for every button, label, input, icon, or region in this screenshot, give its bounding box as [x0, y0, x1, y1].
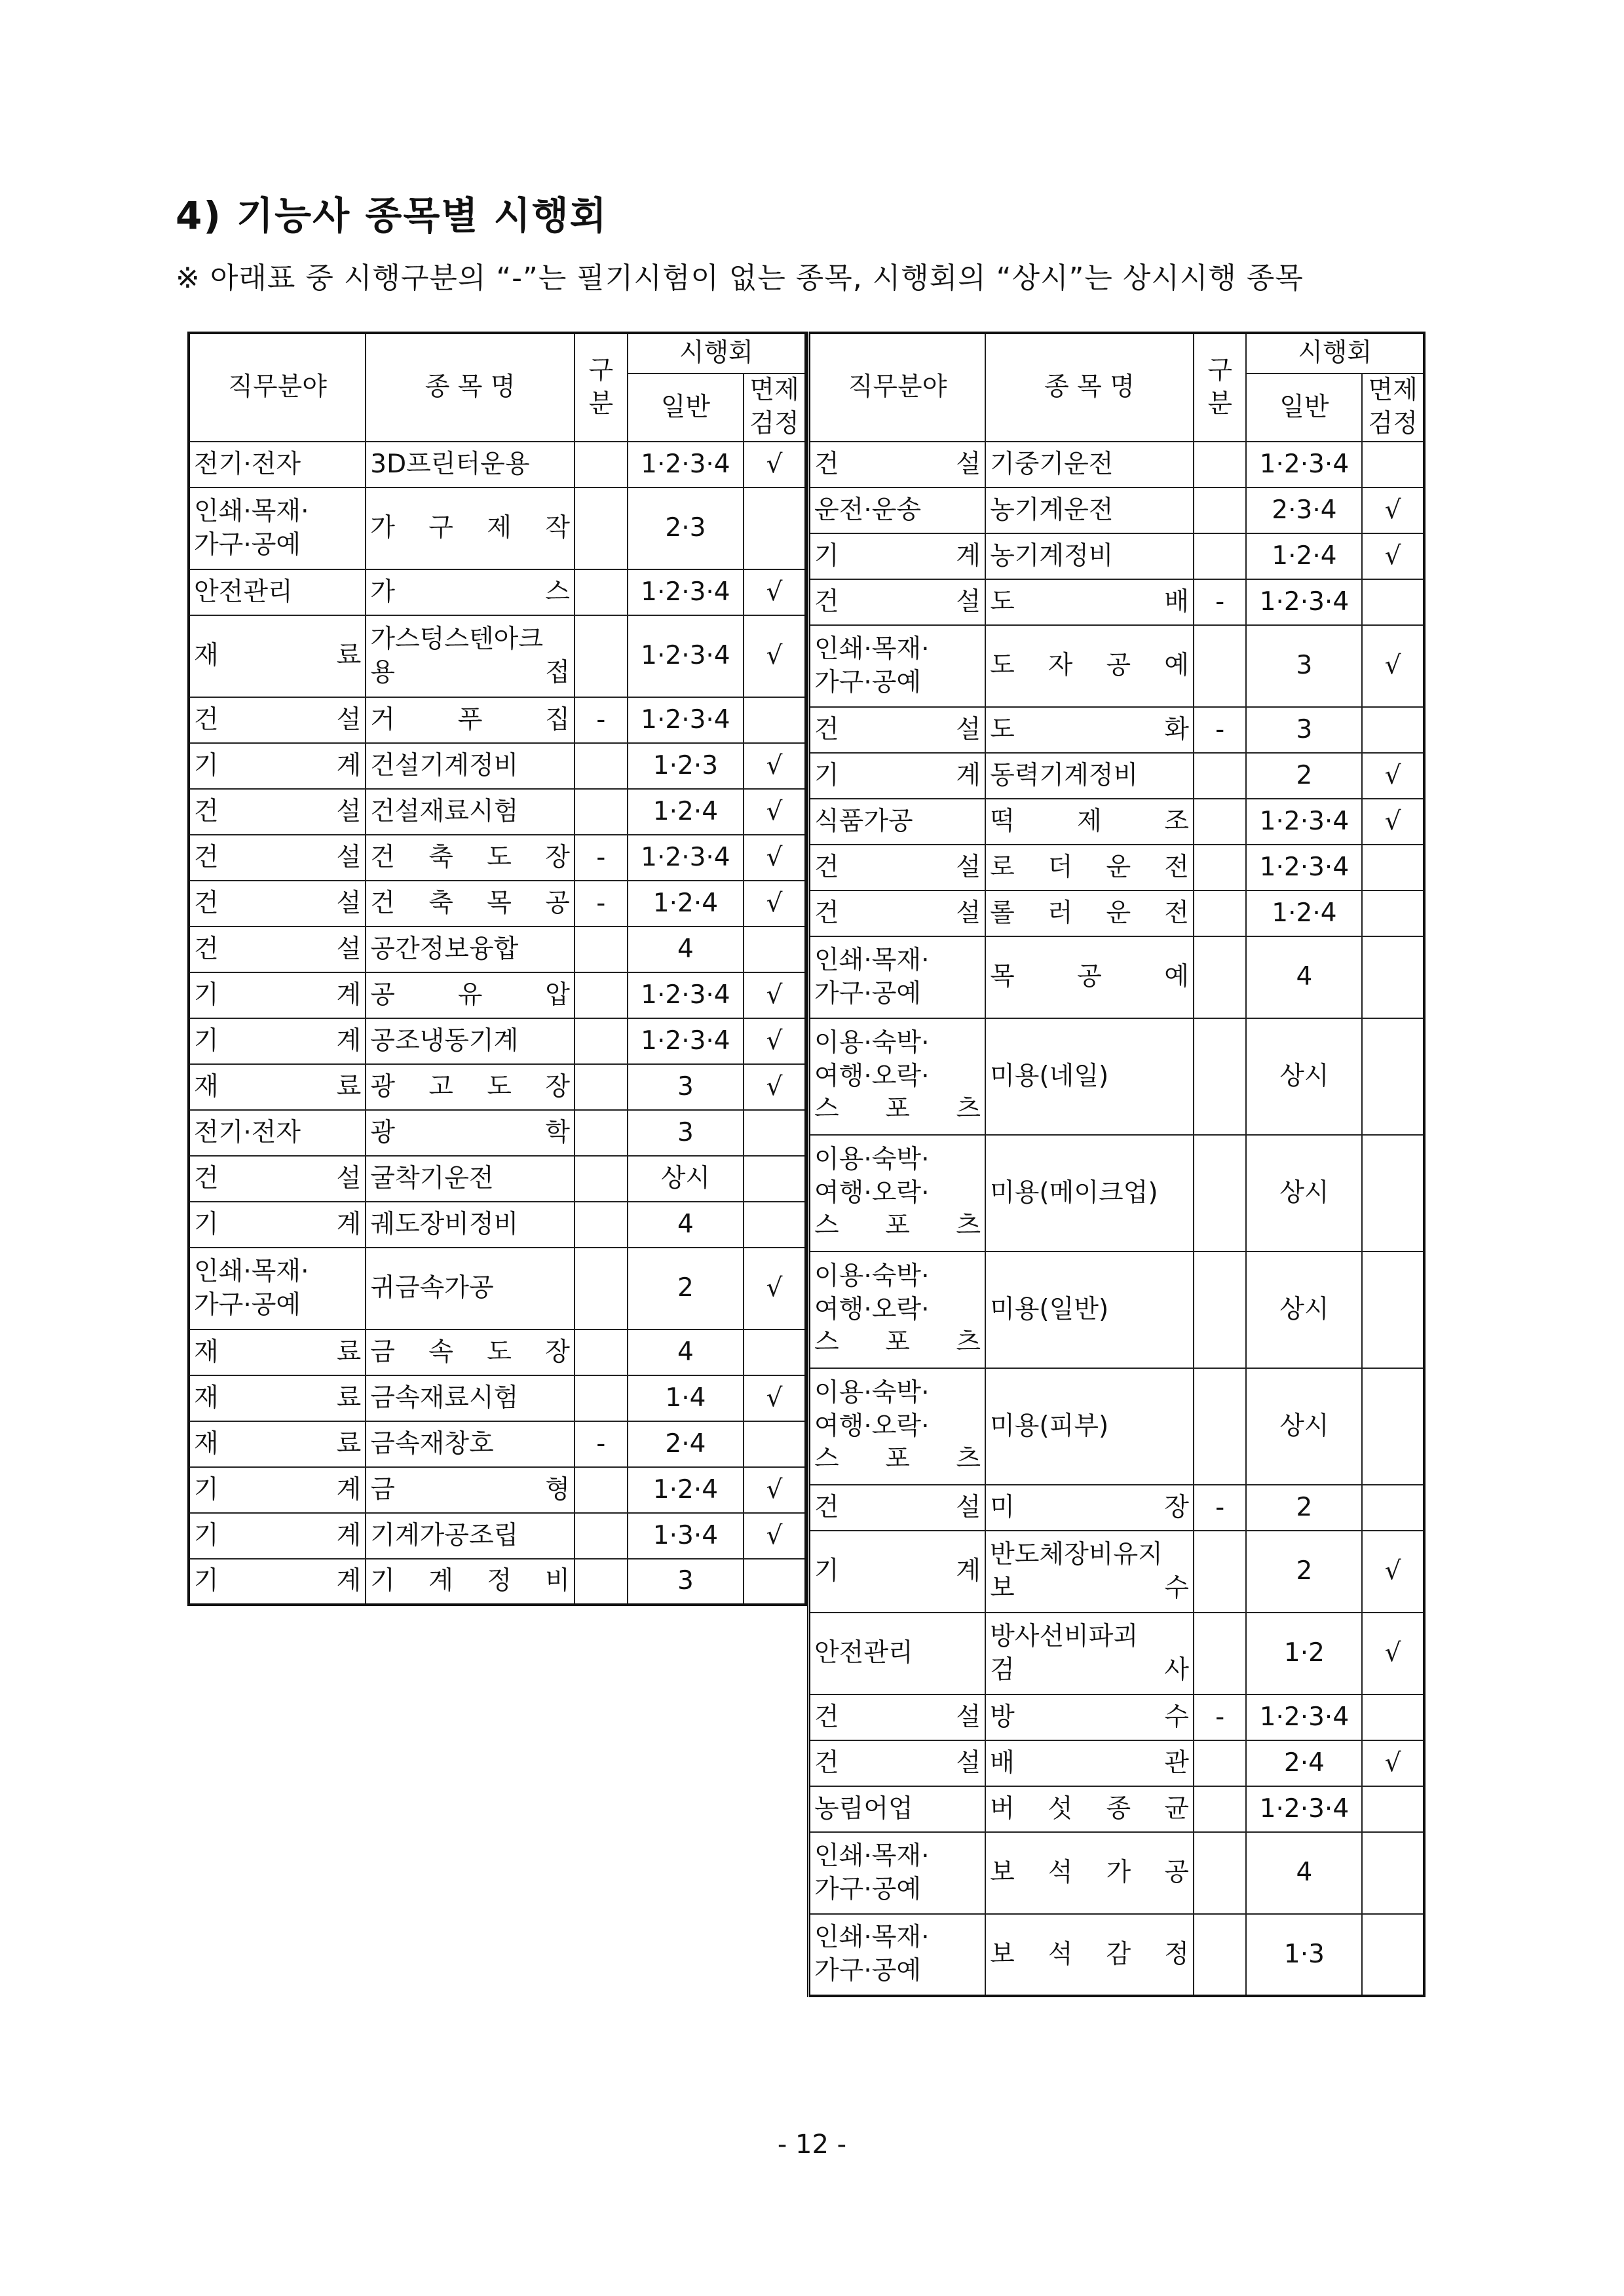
cell-gubun [1194, 533, 1246, 579]
cell-item: 기 계 정 비 [366, 1559, 575, 1605]
cell-exempt [1362, 936, 1424, 1018]
cell-round: 1·3 [1246, 1914, 1362, 1996]
cell-gubun [1194, 1368, 1246, 1485]
cell-round: 1·3·4 [628, 1513, 744, 1559]
cell-field: 건 설 [809, 442, 986, 488]
cell-field: 기 계 [189, 1202, 366, 1248]
table-row [809, 845, 1425, 890]
cell-item: 궤도장비정비 [366, 1202, 575, 1248]
cell-round: 2·3 [628, 488, 744, 569]
cell-exempt [744, 1559, 806, 1605]
section-title: 4) 기능사 종목별 시행회 [176, 193, 608, 238]
cell-item: 도 배 [985, 579, 1194, 625]
cell-round: 1·2·4 [628, 789, 744, 835]
table-row [189, 569, 806, 615]
cell-exempt: √ [744, 881, 806, 927]
table-row [809, 1135, 1425, 1252]
cell-round: 1·2·3·4 [628, 442, 744, 488]
table-row [809, 799, 1425, 845]
cell-round: 4 [1246, 1832, 1362, 1914]
cell-round: 1·2·3·4 [1246, 845, 1362, 890]
cell-item: 도 화 [985, 707, 1194, 753]
cell-item: 목 공 예 [985, 936, 1194, 1018]
cell-item: 공조냉동기계 [366, 1018, 575, 1064]
cell-exempt [744, 1156, 806, 1202]
table-row [189, 488, 806, 569]
cell-field: 건 설 [189, 789, 366, 835]
header-round: 시행회 [1246, 333, 1424, 373]
cell-gubun [575, 1110, 628, 1156]
table-row [809, 1368, 1425, 1485]
table-body-right [809, 442, 1425, 1996]
cell-round: 1·2·3·4 [628, 835, 744, 881]
cell-exempt [1362, 442, 1424, 488]
table-row [809, 1914, 1425, 1996]
header-field: 직무분야 [809, 333, 986, 442]
cell-exempt [1362, 1368, 1424, 1485]
cell-gubun: - [1194, 1485, 1246, 1531]
table-row [189, 1421, 806, 1467]
table-row [809, 707, 1425, 753]
cell-exempt [1362, 1485, 1424, 1531]
table-row [189, 1559, 806, 1605]
header-item: 종 목 명 [366, 333, 575, 442]
table-row [809, 488, 1425, 533]
cell-round: 4 [628, 1330, 744, 1375]
cell-gubun [575, 1513, 628, 1559]
cell-field: 인쇄·목재· 가구·공예 [189, 1248, 366, 1330]
table-row [189, 1064, 806, 1110]
cell-item: 가 스 [366, 569, 575, 615]
cell-item: 공간정보융합 [366, 927, 575, 972]
header-exempt: 면제 검정 [744, 373, 806, 442]
cell-field: 운전·운송 [809, 488, 986, 533]
cell-gubun [575, 1375, 628, 1421]
cell-gubun [1194, 488, 1246, 533]
cell-round: 3 [628, 1110, 744, 1156]
cell-exempt [1362, 1018, 1424, 1135]
table-row [189, 1018, 806, 1064]
cell-item: 가 구 제 작 [366, 488, 575, 569]
schedule-table-right [807, 332, 1426, 1997]
table-row [189, 1156, 806, 1202]
cell-gubun: - [575, 1421, 628, 1467]
cell-gubun: - [1194, 707, 1246, 753]
cell-item: 공 유 압 [366, 972, 575, 1018]
cell-gubun [575, 569, 628, 615]
header-round: 시행회 [628, 333, 806, 373]
cell-field: 재 료 [189, 1375, 366, 1421]
cell-exempt: √ [744, 789, 806, 835]
cell-item: 반도체장비유지 보 수 [985, 1531, 1194, 1613]
cell-exempt [1362, 845, 1424, 890]
cell-round: 1·2·3 [628, 743, 744, 789]
cell-exempt [744, 927, 806, 972]
cell-gubun [575, 1330, 628, 1375]
cell-gubun [1194, 936, 1246, 1018]
cell-exempt [1362, 1786, 1424, 1832]
cell-exempt [744, 697, 806, 743]
cell-item: 금속재창호 [366, 1421, 575, 1467]
cell-field: 기 계 [189, 972, 366, 1018]
cell-exempt: √ [744, 835, 806, 881]
cell-item: 보 석 감 정 [985, 1914, 1194, 1996]
cell-exempt: √ [744, 1248, 806, 1330]
cell-field: 이용·숙박· 여행·오락· 스 포 츠 [809, 1135, 986, 1252]
cell-round: 상시 [1246, 1368, 1362, 1485]
cell-exempt [744, 488, 806, 569]
table-row [809, 1531, 1425, 1613]
cell-field: 인쇄·목재· 가구·공예 [809, 936, 986, 1018]
cell-item: 배 관 [985, 1740, 1194, 1786]
cell-field: 재 료 [189, 1064, 366, 1110]
header-item: 종 목 명 [985, 333, 1194, 442]
cell-round: 1·2·3·4 [628, 1018, 744, 1064]
cell-field: 인쇄·목재· 가구·공예 [189, 488, 366, 569]
cell-gubun: - [575, 881, 628, 927]
cell-round: 2·4 [628, 1421, 744, 1467]
cell-item: 미용(피부) [985, 1368, 1194, 1485]
table-row [189, 442, 806, 488]
cell-round: 1·2·3·4 [1246, 1694, 1362, 1740]
cell-exempt: √ [744, 615, 806, 697]
cell-exempt: √ [1362, 1613, 1424, 1694]
cell-item: 도 자 공 예 [985, 625, 1194, 707]
cell-item: 3D프린터운용 [366, 442, 575, 488]
cell-exempt [1362, 1914, 1424, 1996]
cell-field: 인쇄·목재· 가구·공예 [809, 625, 986, 707]
cell-item: 금 속 도 장 [366, 1330, 575, 1375]
cell-round: 1·2·3·4 [1246, 1786, 1362, 1832]
cell-round: 4 [1246, 936, 1362, 1018]
cell-round: 1·4 [628, 1375, 744, 1421]
cell-item: 농기계정비 [985, 533, 1194, 579]
cell-exempt: √ [744, 569, 806, 615]
cell-field: 기 계 [809, 1531, 986, 1613]
cell-item: 광 학 [366, 1110, 575, 1156]
cell-item: 거 푸 집 [366, 697, 575, 743]
table-row [189, 881, 806, 927]
cell-item: 미 장 [985, 1485, 1194, 1531]
cell-field: 건 설 [809, 579, 986, 625]
table-row [809, 1018, 1425, 1135]
cell-round: 1·2·3·4 [628, 972, 744, 1018]
cell-gubun: - [575, 835, 628, 881]
cell-round: 2 [1246, 1531, 1362, 1613]
cell-field: 농림어업 [809, 1786, 986, 1832]
table-row [189, 1110, 806, 1156]
table-body-left [189, 442, 806, 1605]
cell-field: 인쇄·목재· 가구·공예 [809, 1914, 986, 1996]
table-row [809, 1252, 1425, 1368]
cell-exempt [1362, 1832, 1424, 1914]
cell-exempt [1362, 1694, 1424, 1740]
cell-exempt [1362, 1135, 1424, 1252]
cell-round: 1·2·3·4 [628, 697, 744, 743]
cell-field: 기 계 [189, 1559, 366, 1605]
table-row [189, 835, 806, 881]
cell-exempt: √ [1362, 1740, 1424, 1786]
cell-round: 2·4 [1246, 1740, 1362, 1786]
cell-round: 1·2·3·4 [628, 615, 744, 697]
cell-gubun [1194, 1531, 1246, 1613]
cell-item: 건 축 도 장 [366, 835, 575, 881]
cell-gubun [1194, 1018, 1246, 1135]
cell-gubun [575, 743, 628, 789]
cell-field: 기 계 [189, 1467, 366, 1513]
cell-field: 전기·전자 [189, 442, 366, 488]
cell-round: 1·2·3·4 [628, 569, 744, 615]
cell-exempt [1362, 1252, 1424, 1368]
header-gubun: 구 분 [1194, 333, 1246, 442]
table-row [189, 789, 806, 835]
cell-exempt: √ [744, 1064, 806, 1110]
cell-round: 3 [628, 1064, 744, 1110]
cell-exempt: √ [1362, 799, 1424, 845]
page-number: - 12 - [777, 2130, 847, 2160]
cell-exempt: √ [1362, 625, 1424, 707]
table-row [809, 890, 1425, 936]
cell-round: 1·2·4 [628, 881, 744, 927]
cell-gubun: - [1194, 1694, 1246, 1740]
cell-round: 1·2·4 [628, 1467, 744, 1513]
cell-round: 2 [628, 1248, 744, 1330]
cell-round: 1·2 [1246, 1613, 1362, 1694]
cell-gubun: - [1194, 579, 1246, 625]
header-gubun: 구 분 [575, 333, 628, 442]
cell-item: 방 수 [985, 1694, 1194, 1740]
header-exempt: 면제 검정 [1362, 373, 1424, 442]
cell-field: 건 설 [189, 881, 366, 927]
cell-round: 3 [628, 1559, 744, 1605]
table-row [809, 442, 1425, 488]
cell-round: 1·2·3·4 [1246, 442, 1362, 488]
table-row [809, 1694, 1425, 1740]
cell-exempt [744, 1110, 806, 1156]
cell-field: 건 설 [809, 707, 986, 753]
cell-exempt [1362, 707, 1424, 753]
cell-exempt: √ [744, 1018, 806, 1064]
cell-field: 건 설 [189, 835, 366, 881]
cell-item: 기중기운전 [985, 442, 1194, 488]
cell-gubun [575, 488, 628, 569]
table-row [189, 1248, 806, 1330]
cell-gubun [575, 972, 628, 1018]
table-row [189, 743, 806, 789]
cell-gubun [575, 1202, 628, 1248]
header-general: 일반 [1246, 373, 1362, 442]
cell-item: 떡 제 조 [985, 799, 1194, 845]
cell-item: 로 더 운 전 [985, 845, 1194, 890]
cell-round: 1·2·4 [1246, 890, 1362, 936]
cell-gubun [575, 1467, 628, 1513]
cell-gubun [1194, 1135, 1246, 1252]
cell-gubun [1194, 1914, 1246, 1996]
cell-gubun [575, 1018, 628, 1064]
cell-gubun [1194, 1832, 1246, 1914]
cell-exempt [1362, 890, 1424, 936]
table-row [189, 1202, 806, 1248]
cell-field: 전기·전자 [189, 1110, 366, 1156]
cell-field: 기 계 [189, 1018, 366, 1064]
cell-field: 식품가공 [809, 799, 986, 845]
table-row [809, 1613, 1425, 1694]
header-general: 일반 [628, 373, 744, 442]
table-row [189, 1375, 806, 1421]
cell-gubun [1194, 442, 1246, 488]
cell-field: 인쇄·목재· 가구·공예 [809, 1832, 986, 1914]
cell-field: 건 설 [189, 1156, 366, 1202]
cell-gubun [1194, 753, 1246, 799]
cell-round: 상시 [1246, 1018, 1362, 1135]
cell-item: 건설재료시험 [366, 789, 575, 835]
cell-gubun [1194, 1613, 1246, 1694]
schedule-table-left [187, 332, 807, 1606]
cell-gubun [1194, 799, 1246, 845]
cell-exempt: √ [744, 1467, 806, 1513]
cell-item: 건 축 목 공 [366, 881, 575, 927]
cell-field: 재 료 [189, 1330, 366, 1375]
cell-round: 3 [1246, 625, 1362, 707]
cell-round: 상시 [1246, 1252, 1362, 1368]
cell-field: 이용·숙박· 여행·오락· 스 포 츠 [809, 1018, 986, 1135]
cell-field: 이용·숙박· 여행·오락· 스 포 츠 [809, 1368, 986, 1485]
cell-gubun [1194, 890, 1246, 936]
cell-exempt: √ [744, 442, 806, 488]
cell-field: 기 계 [809, 753, 986, 799]
cell-exempt [1362, 579, 1424, 625]
cell-gubun [575, 927, 628, 972]
table-row [809, 533, 1425, 579]
cell-round: 2 [1246, 753, 1362, 799]
cell-gubun [1194, 1740, 1246, 1786]
cell-exempt: √ [1362, 1531, 1424, 1613]
cell-field: 건 설 [189, 927, 366, 972]
cell-field: 재 료 [189, 615, 366, 697]
table-row [809, 1832, 1425, 1914]
cell-exempt: √ [1362, 753, 1424, 799]
cell-field: 기 계 [189, 1513, 366, 1559]
table-row [189, 1330, 806, 1375]
cell-round: 상시 [1246, 1135, 1362, 1252]
cell-exempt [744, 1202, 806, 1248]
table-row [189, 615, 806, 697]
cell-round: 2·3·4 [1246, 488, 1362, 533]
table-row [189, 697, 806, 743]
table-row [809, 936, 1425, 1018]
cell-item: 동력기계정비 [985, 753, 1194, 799]
cell-exempt [744, 1330, 806, 1375]
cell-item: 귀금속가공 [366, 1248, 575, 1330]
cell-field: 이용·숙박· 여행·오락· 스 포 츠 [809, 1252, 986, 1368]
cell-round: 상시 [628, 1156, 744, 1202]
cell-gubun [1194, 625, 1246, 707]
cell-exempt: √ [1362, 533, 1424, 579]
cell-field: 건 설 [809, 1485, 986, 1531]
table-note: ※ 아래표 중 시행구분의 “-”는 필기시험이 없는 종목, 시행회의 “상시”는 상시시행 종목 [176, 261, 1304, 295]
cell-field: 건 설 [809, 1694, 986, 1740]
cell-round: 1·2·3·4 [1246, 579, 1362, 625]
cell-gubun [575, 615, 628, 697]
table-row [809, 625, 1425, 707]
table-row [189, 972, 806, 1018]
cell-gubun: - [575, 697, 628, 743]
cell-field: 건 설 [189, 697, 366, 743]
cell-field: 안전관리 [809, 1613, 986, 1694]
table-row [809, 1786, 1425, 1832]
cell-field: 건 설 [809, 845, 986, 890]
cell-exempt [744, 1421, 806, 1467]
cell-round: 4 [628, 927, 744, 972]
cell-gubun [1194, 1252, 1246, 1368]
cell-item: 보 석 가 공 [985, 1832, 1194, 1914]
cell-item: 미용(일반) [985, 1252, 1194, 1368]
table-row [809, 579, 1425, 625]
table-row [189, 1467, 806, 1513]
cell-gubun [1194, 1786, 1246, 1832]
cell-gubun [575, 1248, 628, 1330]
cell-item: 가스텅스텐아크 용 접 [366, 615, 575, 697]
cell-gubun [575, 442, 628, 488]
table-row [809, 753, 1425, 799]
table-row [189, 927, 806, 972]
header-field: 직무분야 [189, 333, 366, 442]
cell-item: 광 고 도 장 [366, 1064, 575, 1110]
cell-field: 건 설 [809, 890, 986, 936]
cell-field: 기 계 [189, 743, 366, 789]
cell-item: 미용(네일) [985, 1018, 1194, 1135]
cell-item: 굴착기운전 [366, 1156, 575, 1202]
cell-item: 건설기계정비 [366, 743, 575, 789]
cell-field: 건 설 [809, 1740, 986, 1786]
cell-gubun [575, 1064, 628, 1110]
cell-gubun [575, 1559, 628, 1605]
cell-field: 기 계 [809, 533, 986, 579]
cell-item: 금속재료시험 [366, 1375, 575, 1421]
cell-round: 3 [1246, 707, 1362, 753]
cell-gubun [1194, 845, 1246, 890]
cell-gubun [575, 789, 628, 835]
cell-round: 1·2·4 [1246, 533, 1362, 579]
table-row [809, 1740, 1425, 1786]
cell-field: 안전관리 [189, 569, 366, 615]
cell-exempt: √ [744, 972, 806, 1018]
table-row [189, 1513, 806, 1559]
cell-field: 재 료 [189, 1421, 366, 1467]
cell-round: 4 [628, 1202, 744, 1248]
cell-exempt: √ [1362, 488, 1424, 533]
cell-round: 2 [1246, 1485, 1362, 1531]
cell-item: 농기계운전 [985, 488, 1194, 533]
cell-gubun [575, 1156, 628, 1202]
cell-exempt: √ [744, 1513, 806, 1559]
cell-item: 버 섯 종 균 [985, 1786, 1194, 1832]
cell-item: 기계가공조립 [366, 1513, 575, 1559]
cell-round: 1·2·3·4 [1246, 799, 1362, 845]
cell-item: 방사선비파괴 검 사 [985, 1613, 1194, 1694]
cell-item: 금 형 [366, 1467, 575, 1513]
cell-item: 롤 러 운 전 [985, 890, 1194, 936]
cell-exempt: √ [744, 743, 806, 789]
cell-item: 미용(메이크업) [985, 1135, 1194, 1252]
table-row [809, 1485, 1425, 1531]
cell-exempt: √ [744, 1375, 806, 1421]
